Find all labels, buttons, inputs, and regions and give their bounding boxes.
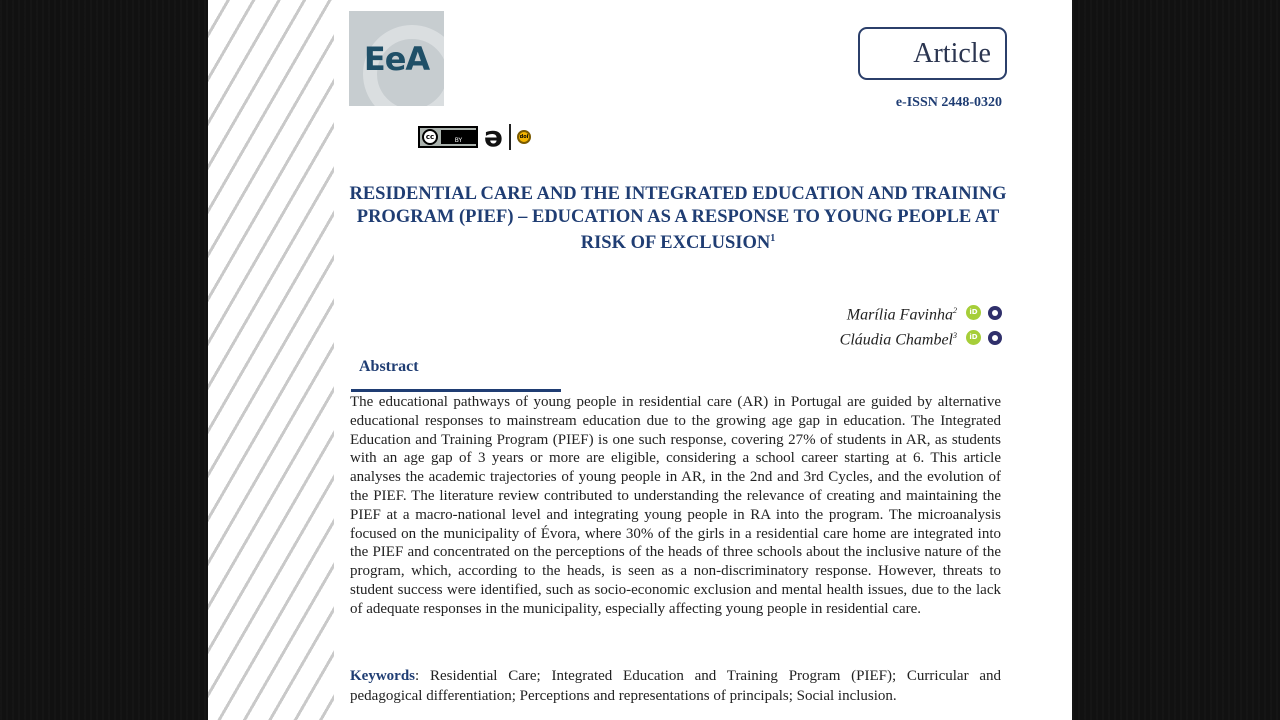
open-access-icon[interactable]: ə [484, 120, 503, 153]
author-list [840, 300, 1002, 351]
profile-icon[interactable] [988, 331, 1002, 345]
author-name: Marília Favinha$^2$ [846, 306, 957, 324]
journal-logo-text: EeA [363, 39, 430, 78]
abstract-text: The educational pathways of young people in residential care (AR) in Portugal are guided by alternative educational responses to mainstream education due to the growing age gap in education. The Integrated Education and Training Program (PIEF) is one such response, covering 27% of students in AR, as students with an age gap of 3 years or more are eligible, considering a school career starting at 6. This article analyses the academic trajectories of young people in AR, in the 2nd and 3rd Cycles, and the evolution of the PIEF. The literature review contributed to understanding the relevance of creating and maintaining the PIEF at a macro-national level and integrating young people in RA into the program. The microanalysis focused on the municipality of Évora, where 30% of the girls in a residential care home are integrated into the PIEF and concentrated on the perceptions of the heads of three schools about the inclusive nature of the program, which, according to the heads, is seen as a non-discriminatory response. However, threats to student success were identified, such as socio-economic exclusion and mental health issues, due to the lack of adequate responses in the municipality, especially affecting young people in residential care. [350, 394, 1001, 617]
profile-icon[interactable] [988, 306, 1002, 320]
by-label: BY [441, 130, 476, 144]
license-badges [418, 122, 531, 152]
right-background [1072, 0, 1280, 720]
journal-logo [349, 11, 444, 106]
abstract-heading: Abstract [359, 358, 419, 375]
author-row [840, 300, 1002, 325]
article-type-label: Article [913, 37, 991, 69]
issn: e-ISSN 2448-0320 [895, 95, 1002, 110]
title-footnote: 1 [770, 233, 776, 244]
cc-by-icon[interactable] [418, 126, 478, 148]
badge-divider [509, 124, 511, 150]
keywords-text: : Residential Care; Integrated Education and Training Program (PIEF); Curricular and pedagogical differentiation; Perceptions and representations of principals; Social inclusion. [350, 668, 1001, 704]
doi-icon[interactable]: doi [517, 130, 531, 144]
author-name: Cláudia Chambel$^3$ [839, 331, 957, 349]
keywords [350, 667, 1001, 706]
orcid-icon[interactable]: iD [966, 305, 981, 320]
decorative-stripes [208, 0, 334, 720]
left-background [0, 0, 208, 720]
paper-title-text: RESIDENTIAL CARE AND THE INTEGRATED EDUCATION AND TRAINING PROGRAM (PIEF) – EDUCATION AS A RESPONSE TO YOUNG PEOPLE AT RISK OF EXCLUSION [349, 184, 1007, 254]
article-type-box [858, 27, 1007, 80]
paper-title [348, 183, 1008, 255]
paper-page [208, 0, 1072, 720]
cc-symbol: cc [422, 129, 438, 145]
keywords-label: Keywords [350, 668, 415, 684]
author-row [840, 325, 1002, 350]
orcid-icon[interactable]: iD [966, 330, 981, 345]
abstract-divider [351, 389, 561, 392]
